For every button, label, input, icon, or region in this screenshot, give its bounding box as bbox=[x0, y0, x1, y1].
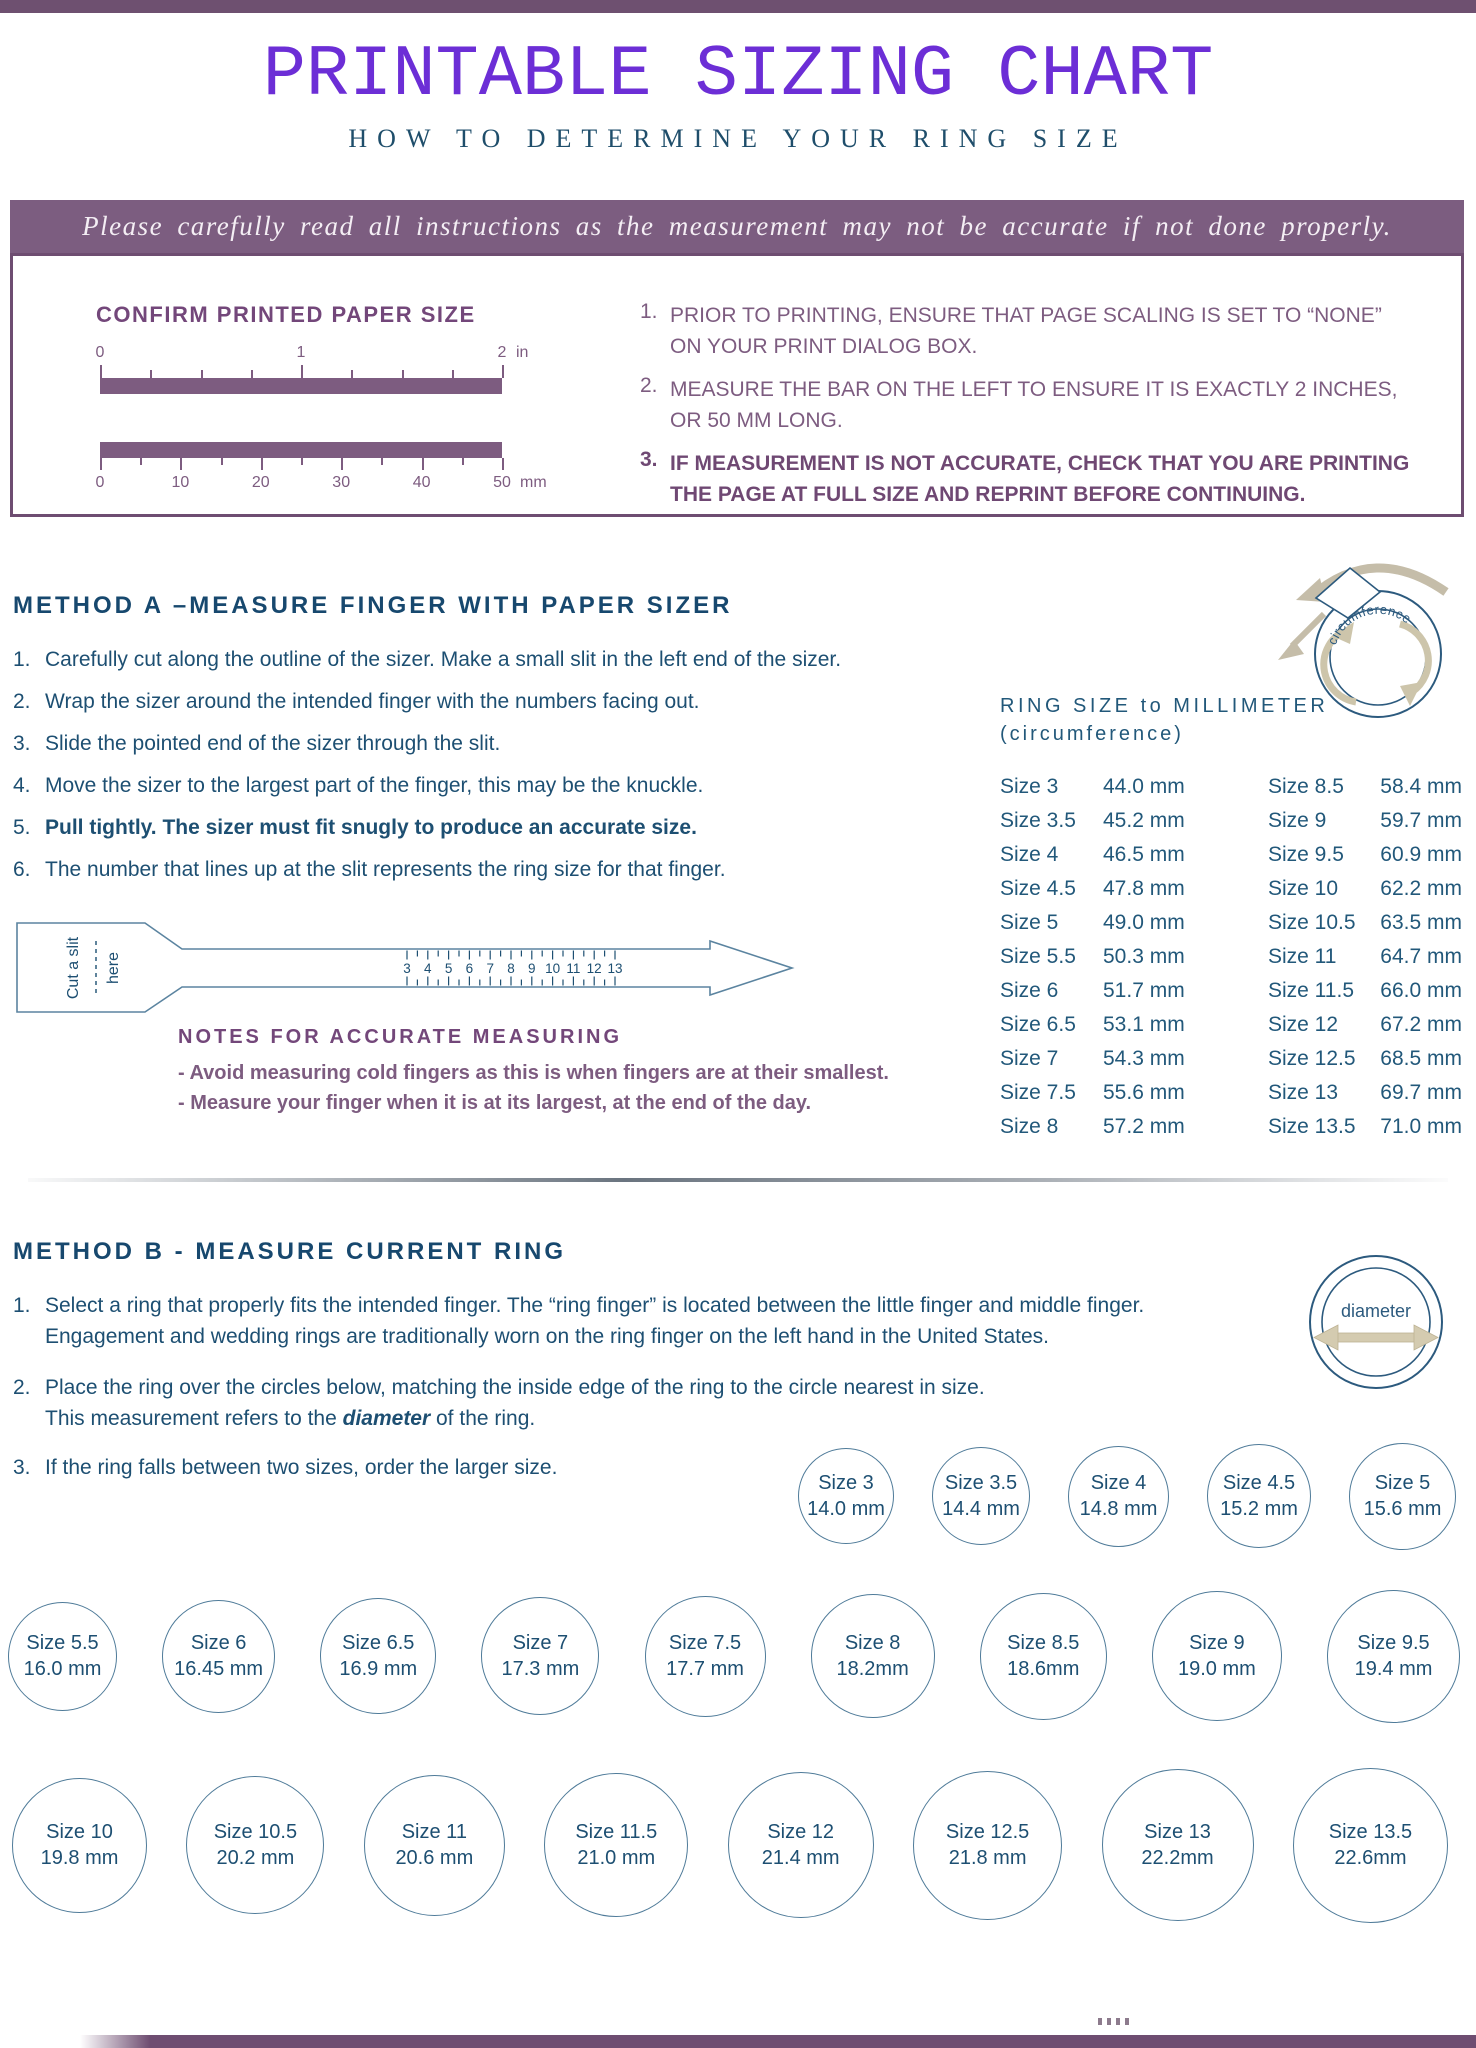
step-number: 4. bbox=[13, 774, 31, 797]
section-divider bbox=[28, 1178, 1448, 1182]
ruler-tick bbox=[100, 458, 102, 470]
ruler-tick bbox=[180, 458, 182, 470]
instruction-number: 1. bbox=[640, 300, 658, 323]
circle-mm-label: 22.2mm bbox=[1141, 1847, 1214, 1869]
circle-mm-label: 20.2 mm bbox=[216, 1847, 295, 1869]
print-instruction-3 bbox=[640, 448, 1452, 510]
ruler-tick bbox=[341, 458, 343, 470]
ring-size-label: Size 6 bbox=[1000, 979, 1059, 1002]
ring-mm-value: 64.7 mm bbox=[1380, 945, 1462, 968]
step-number: 3. bbox=[13, 1456, 31, 1479]
paper-sizer-graphic bbox=[10, 915, 810, 1025]
step-text: Slide the pointed end of the sizer through the slit. bbox=[45, 732, 501, 755]
circle-size-label: Size 12.5 bbox=[945, 1821, 1030, 1843]
ring-size-label: Size 7.5 bbox=[1000, 1081, 1076, 1104]
marker-dot bbox=[1098, 2018, 1102, 2025]
method-b-heading: METHOD B - MEASURE CURRENT RING bbox=[13, 1238, 566, 1265]
circle-mm-label: 16.0 mm bbox=[23, 1658, 102, 1680]
circle-size-label: Size 11 bbox=[401, 1821, 467, 1843]
ring-size-label: Size 8.5 bbox=[1268, 775, 1344, 798]
step-text bbox=[45, 1290, 1283, 1352]
size-circle-row-2 bbox=[8, 1588, 1460, 1724]
circle-mm-label: 16.9 mm bbox=[339, 1658, 418, 1680]
sizer-number: 5 bbox=[444, 961, 453, 976]
circumference-label-text: circumference bbox=[1324, 601, 1415, 647]
warning-banner: Please carefully read all instructions as the measurement may not be accurate if not done properly. bbox=[10, 200, 1464, 253]
method-a-step-5 bbox=[13, 814, 1023, 841]
circle-size-label: Size 12 bbox=[767, 1821, 835, 1843]
ring-mm-value: 60.9 mm bbox=[1380, 843, 1462, 866]
sizer-number: 11 bbox=[566, 961, 581, 976]
inch-unit-label: in bbox=[516, 344, 529, 361]
circle-mm-label: 16.45 mm bbox=[174, 1658, 264, 1680]
circle-mm-label: 14.8 mm bbox=[1079, 1498, 1158, 1520]
instruction-lines bbox=[670, 300, 1452, 362]
ruler-tick bbox=[502, 458, 504, 470]
inch-label-2: 2 bbox=[497, 344, 507, 361]
ring-size-label: Size 13.5 bbox=[1268, 1115, 1356, 1138]
step-number: 3. bbox=[13, 732, 31, 755]
method-a-heading: METHOD A –MEASURE FINGER WITH PAPER SIZER bbox=[13, 592, 733, 619]
step-text: The number that lines up at the slit represents the ring size for that finger. bbox=[45, 858, 726, 881]
step-2-line-2-prefix: This measurement refers to the bbox=[45, 1407, 343, 1430]
mm-ruler-ticks bbox=[100, 458, 502, 472]
notes-line-1: - Avoid measuring cold fingers as this is when fingers are at their smallest. bbox=[178, 1062, 889, 1084]
circle-mm-label: 19.8 mm bbox=[40, 1847, 119, 1869]
size-circle bbox=[1327, 1590, 1460, 1723]
sizer-number: 4 bbox=[424, 961, 432, 976]
ring-mm-value: 58.4 mm bbox=[1380, 775, 1462, 798]
step-text: If the ring falls between two sizes, order the larger size. bbox=[45, 1456, 558, 1479]
ruler-tick bbox=[261, 458, 263, 470]
ring-mm-value: 55.6 mm bbox=[1103, 1081, 1185, 1104]
circle-mm-label: 20.6 mm bbox=[395, 1847, 474, 1869]
ring-size-label: Size 10.5 bbox=[1268, 911, 1356, 934]
ring-mm-value: 67.2 mm bbox=[1380, 1013, 1462, 1036]
table-heading-line1: RING SIZE to MILLIMETER bbox=[1000, 695, 1329, 717]
mm-label-10: 10 bbox=[171, 474, 190, 491]
sizer-number: 3 bbox=[403, 961, 411, 976]
circle-size-label: Size 9.5 bbox=[1357, 1632, 1430, 1654]
ruler-tick bbox=[402, 370, 404, 378]
size-circle bbox=[798, 1448, 894, 1544]
size-circle bbox=[1349, 1443, 1456, 1550]
instruction-line-1: MEASURE THE BAR ON THE LEFT TO ENSURE IT IS EXACTLY 2 INCHES, bbox=[670, 378, 1398, 401]
ring-mm-value: 53.1 mm bbox=[1103, 1013, 1185, 1036]
size-circle-row-1 bbox=[798, 1438, 1456, 1554]
ring-size-label: Size 12.5 bbox=[1268, 1047, 1356, 1070]
page-marker-dots bbox=[1098, 2018, 1129, 2025]
circle-mm-label: 14.4 mm bbox=[942, 1498, 1020, 1520]
circle-size-label: Size 11.5 bbox=[575, 1821, 658, 1843]
circle-mm-label: 19.4 mm bbox=[1354, 1658, 1433, 1680]
circle-mm-label: 15.2 mm bbox=[1220, 1498, 1298, 1520]
ring-size-label: Size 9 bbox=[1268, 809, 1327, 832]
inch-ruler bbox=[95, 344, 529, 394]
ring-mm-value: 45.2 mm bbox=[1103, 809, 1185, 832]
circle-mm-label: 21.4 mm bbox=[761, 1847, 840, 1869]
ring-mm-value: 63.5 mm bbox=[1380, 911, 1462, 934]
circle-size-label: Size 3 bbox=[818, 1472, 874, 1494]
ring-size-label: Size 5.5 bbox=[1000, 945, 1076, 968]
sizer-number: 10 bbox=[545, 961, 561, 976]
step-number: 6. bbox=[13, 858, 31, 881]
ring-mm-value: 51.7 mm bbox=[1103, 979, 1185, 1002]
ruler-tick bbox=[381, 458, 383, 465]
step-2-line-2-suffix: of the ring. bbox=[430, 1407, 536, 1430]
ring-size-label: Size 4 bbox=[1000, 843, 1059, 866]
circle-mm-label: 15.6 mm bbox=[1363, 1498, 1442, 1520]
instruction-line-2: ON YOUR PRINT DIALOG BOX. bbox=[670, 335, 978, 358]
circle-mm-label: 19.0 mm bbox=[1177, 1658, 1256, 1680]
size-circle bbox=[544, 1773, 688, 1917]
circle-mm-label: 21.0 mm bbox=[577, 1847, 656, 1869]
step-number: 2. bbox=[13, 690, 31, 713]
size-circle bbox=[1102, 1769, 1254, 1921]
mm-ruler-labels bbox=[95, 474, 547, 494]
table-heading-line2: (circumference) bbox=[1000, 723, 1184, 745]
ring-mm-value: 50.3 mm bbox=[1103, 945, 1185, 968]
method-b-step-2 bbox=[13, 1372, 1283, 1434]
ring-size-label: Size 3.5 bbox=[1000, 809, 1076, 832]
mm-ruler-bar bbox=[100, 442, 502, 458]
instruction-number: 3. bbox=[640, 448, 658, 471]
step-text: Pull tightly. The sizer must fit snugly to produce an accurate size. bbox=[45, 816, 697, 839]
ring-size-label: Size 9.5 bbox=[1268, 843, 1344, 866]
ring-mm-value: 66.0 mm bbox=[1380, 979, 1462, 1002]
diameter-emphasis: diameter bbox=[342, 1407, 431, 1430]
size-circle bbox=[1068, 1446, 1169, 1547]
size-circle bbox=[811, 1594, 935, 1718]
size-circle bbox=[320, 1598, 436, 1714]
sizer-number: 6 bbox=[465, 961, 474, 976]
ring-size-label: Size 8 bbox=[1000, 1115, 1059, 1138]
step-text: Wrap the sizer around the intended finger with the numbers facing out. bbox=[45, 690, 700, 713]
table-rows bbox=[1000, 770, 1462, 1144]
circle-mm-label: 17.7 mm bbox=[666, 1658, 744, 1680]
method-a-step-2 bbox=[13, 688, 1023, 715]
circle-mm-label: 18.2mm bbox=[836, 1658, 909, 1680]
ring-mm-value: 59.7 mm bbox=[1380, 809, 1462, 832]
ruler-tick bbox=[502, 365, 504, 378]
circle-size-label: Size 10 bbox=[46, 1821, 113, 1843]
ring-mm-value: 44.0 mm bbox=[1103, 775, 1185, 798]
circle-mm-label: 17.3 mm bbox=[501, 1658, 580, 1680]
ring-mm-value: 69.7 mm bbox=[1380, 1081, 1462, 1104]
sizer-number: 12 bbox=[586, 961, 602, 976]
size-circle bbox=[8, 1602, 117, 1711]
confirm-paper-size-box bbox=[10, 253, 1464, 517]
ring-mm-value: 54.3 mm bbox=[1103, 1047, 1185, 1070]
arrow-shaft bbox=[1336, 1333, 1416, 1342]
notes-line-2: - Measure your finger when it is at its largest, at the end of the day. bbox=[178, 1092, 812, 1114]
step-1-line-1: Select a ring that properly fits the intended finger. The “ring finger” is located between the little finger and middle finger. bbox=[45, 1294, 1145, 1317]
circle-size-label: Size 10.5 bbox=[213, 1821, 298, 1843]
circle-size-label: Size 8 bbox=[844, 1632, 901, 1654]
marker-dot bbox=[1116, 2018, 1120, 2025]
size-circle-row-3 bbox=[12, 1766, 1448, 1924]
ruler-tick bbox=[422, 458, 424, 470]
size-circle bbox=[364, 1775, 505, 1916]
sizer-number: 8 bbox=[507, 961, 515, 976]
circle-size-label: Size 4 bbox=[1090, 1472, 1147, 1494]
diameter-ring-icon bbox=[1300, 1247, 1452, 1397]
inch-ruler-labels bbox=[95, 344, 529, 364]
page-title: PRINTABLE SIZING CHART bbox=[262, 34, 1214, 116]
ring-size-label: Size 10 bbox=[1268, 877, 1339, 900]
confirm-box-title: CONFIRM PRINTED PAPER SIZE bbox=[96, 302, 476, 327]
ring-mm-value: 49.0 mm bbox=[1103, 911, 1185, 934]
ruler-tick bbox=[452, 370, 454, 378]
circle-mm-label: 22.6mm bbox=[1334, 1847, 1407, 1869]
ring-size-label: Size 12 bbox=[1268, 1013, 1339, 1036]
notes-heading: NOTES FOR ACCURATE MEASURING bbox=[178, 1026, 622, 1048]
marker-dot bbox=[1107, 2018, 1111, 2025]
sizer-number: 9 bbox=[528, 961, 536, 976]
circle-size-label: Size 9 bbox=[1189, 1632, 1245, 1654]
size-circle bbox=[932, 1447, 1030, 1545]
circle-size-label: Size 4.5 bbox=[1222, 1472, 1296, 1494]
inch-ruler-bar bbox=[100, 378, 502, 394]
ring-mm-value: 68.5 mm bbox=[1380, 1047, 1462, 1070]
ring-size-label: Size 6.5 bbox=[1000, 1013, 1076, 1036]
instruction-lines bbox=[670, 374, 1452, 436]
circle-mm-label: 14.0 mm bbox=[807, 1498, 885, 1520]
ruler-tick bbox=[221, 458, 223, 465]
mm-label-20: 20 bbox=[251, 474, 270, 491]
circle-size-label: Size 5.5 bbox=[26, 1632, 99, 1654]
circle-mm-label: 21.8 mm bbox=[948, 1847, 1027, 1869]
step-number: 1. bbox=[13, 1294, 31, 1317]
inner-circle bbox=[1322, 1268, 1430, 1376]
size-circle bbox=[12, 1778, 147, 1913]
ring-mm-value: 62.2 mm bbox=[1380, 877, 1462, 900]
circle-size-label: Size 8.5 bbox=[1007, 1632, 1080, 1654]
size-circle bbox=[980, 1593, 1107, 1720]
method-a-step-4 bbox=[13, 772, 1023, 799]
top-accent-bar bbox=[0, 0, 1476, 13]
step-text: Move the sizer to the largest part of the finger, this may be the knuckle. bbox=[45, 774, 704, 797]
step-2-line-1: Place the ring over the circles below, matching the inside edge of the ring to the circle nearest in size. bbox=[45, 1376, 985, 1399]
circle-size-label: Size 13.5 bbox=[1328, 1821, 1413, 1843]
ring-size-label: Size 7 bbox=[1000, 1047, 1059, 1070]
circle-size-label: Size 6 bbox=[190, 1632, 247, 1654]
mm-label-0: 0 bbox=[95, 474, 105, 491]
ring-mm-value: 47.8 mm bbox=[1103, 877, 1185, 900]
inch-label-0: 0 bbox=[95, 344, 105, 361]
ring-size-label: Size 11.5 bbox=[1268, 979, 1354, 1002]
ruler-tick bbox=[100, 365, 102, 378]
mm-unit-label: mm bbox=[520, 474, 547, 491]
ring-size-label: Size 11 bbox=[1268, 945, 1337, 968]
print-instruction-1 bbox=[640, 300, 1452, 362]
circle-size-label: Size 6.5 bbox=[342, 1632, 415, 1654]
size-circle bbox=[1207, 1444, 1311, 1548]
ring-size-label: Size 13 bbox=[1268, 1081, 1339, 1104]
inch-ruler-ticks bbox=[100, 364, 502, 378]
bottom-accent-bar bbox=[80, 2035, 1476, 2048]
ruler-tick bbox=[201, 370, 203, 378]
instruction-line-1: IF MEASUREMENT IS NOT ACCURATE, CHECK THAT YOU ARE PRINTING bbox=[670, 452, 1410, 475]
step-number: 5. bbox=[13, 816, 31, 839]
instruction-line-2: THE PAGE AT FULL SIZE AND REPRINT BEFORE CONTINUING. bbox=[670, 483, 1306, 506]
method-a-step-3 bbox=[13, 730, 1023, 757]
marker-dot bbox=[1125, 2018, 1129, 2025]
size-circle bbox=[162, 1600, 275, 1713]
print-instruction-2 bbox=[640, 374, 1452, 436]
method-a-step-1 bbox=[13, 646, 1023, 673]
method-a-steps bbox=[13, 646, 1023, 898]
step-text: Carefully cut along the outline of the sizer. Make a small slit in the left end of the sizer. bbox=[45, 648, 842, 671]
diameter-label-text: diameter bbox=[1340, 1301, 1412, 1321]
circle-size-label: Size 7.5 bbox=[668, 1632, 742, 1654]
size-circle bbox=[1152, 1591, 1282, 1721]
ruler-tick bbox=[462, 458, 464, 465]
method-a-step-6 bbox=[13, 856, 1023, 883]
inch-label-1: 1 bbox=[296, 344, 306, 361]
here-label: here bbox=[105, 951, 122, 985]
page-subtitle: HOW TO DETERMINE YOUR RING SIZE bbox=[348, 124, 1128, 153]
size-circle bbox=[728, 1772, 874, 1918]
notes-lines bbox=[178, 1058, 889, 1118]
ring-size-table bbox=[1000, 692, 1462, 1144]
cut-a-slit-label: Cut a slit bbox=[65, 936, 82, 1000]
mm-label-40: 40 bbox=[412, 474, 431, 491]
method-b-step-1 bbox=[13, 1290, 1283, 1352]
circle-size-label: Size 3.5 bbox=[944, 1472, 1018, 1494]
step-text bbox=[45, 1372, 1283, 1434]
ring-size-label: Size 5 bbox=[1000, 911, 1059, 934]
sizer-number: 7 bbox=[486, 961, 494, 976]
ring-mm-value: 71.0 mm bbox=[1380, 1115, 1462, 1138]
mm-label-50: 50 bbox=[493, 474, 511, 491]
ring-size-label: Size 3 bbox=[1000, 775, 1059, 798]
ruler-tick bbox=[140, 458, 142, 465]
circle-mm-label: 18.6mm bbox=[1007, 1658, 1080, 1680]
step-1-line-2: Engagement and wedding rings are traditionally worn on the ring finger on the left hand in the United States. bbox=[45, 1325, 1049, 1348]
instruction-lines bbox=[670, 448, 1452, 510]
ring-size-label: Size 4.5 bbox=[1000, 877, 1076, 900]
circle-size-label: Size 7 bbox=[512, 1632, 569, 1654]
size-circle bbox=[645, 1596, 766, 1717]
size-circle bbox=[913, 1771, 1062, 1920]
ruler-tick bbox=[351, 370, 353, 378]
ruler-tick bbox=[301, 458, 303, 465]
circle-size-label: Size 13 bbox=[1144, 1821, 1211, 1843]
step-number: 1. bbox=[13, 648, 31, 671]
mm-ruler bbox=[95, 442, 547, 494]
size-circle bbox=[186, 1776, 324, 1914]
instruction-number: 2. bbox=[640, 374, 658, 397]
sizer-number: 13 bbox=[607, 961, 623, 976]
ruler-tick bbox=[301, 365, 303, 378]
ring-mm-value: 57.2 mm bbox=[1103, 1115, 1185, 1138]
step-number: 2. bbox=[13, 1376, 31, 1399]
ruler-tick bbox=[251, 370, 253, 378]
mm-label-30: 30 bbox=[332, 474, 351, 491]
ring-mm-value: 46.5 mm bbox=[1103, 843, 1185, 866]
size-circle bbox=[481, 1597, 599, 1715]
instruction-line-2: OR 50 MM LONG. bbox=[670, 409, 843, 432]
ruler-tick bbox=[150, 370, 152, 378]
size-circle bbox=[1293, 1768, 1448, 1923]
circle-size-label: Size 5 bbox=[1374, 1472, 1431, 1494]
print-instructions-list bbox=[640, 300, 1452, 522]
instruction-line-1: PRIOR TO PRINTING, ENSURE THAT PAGE SCALING IS SET TO “NONE” bbox=[670, 304, 1382, 327]
